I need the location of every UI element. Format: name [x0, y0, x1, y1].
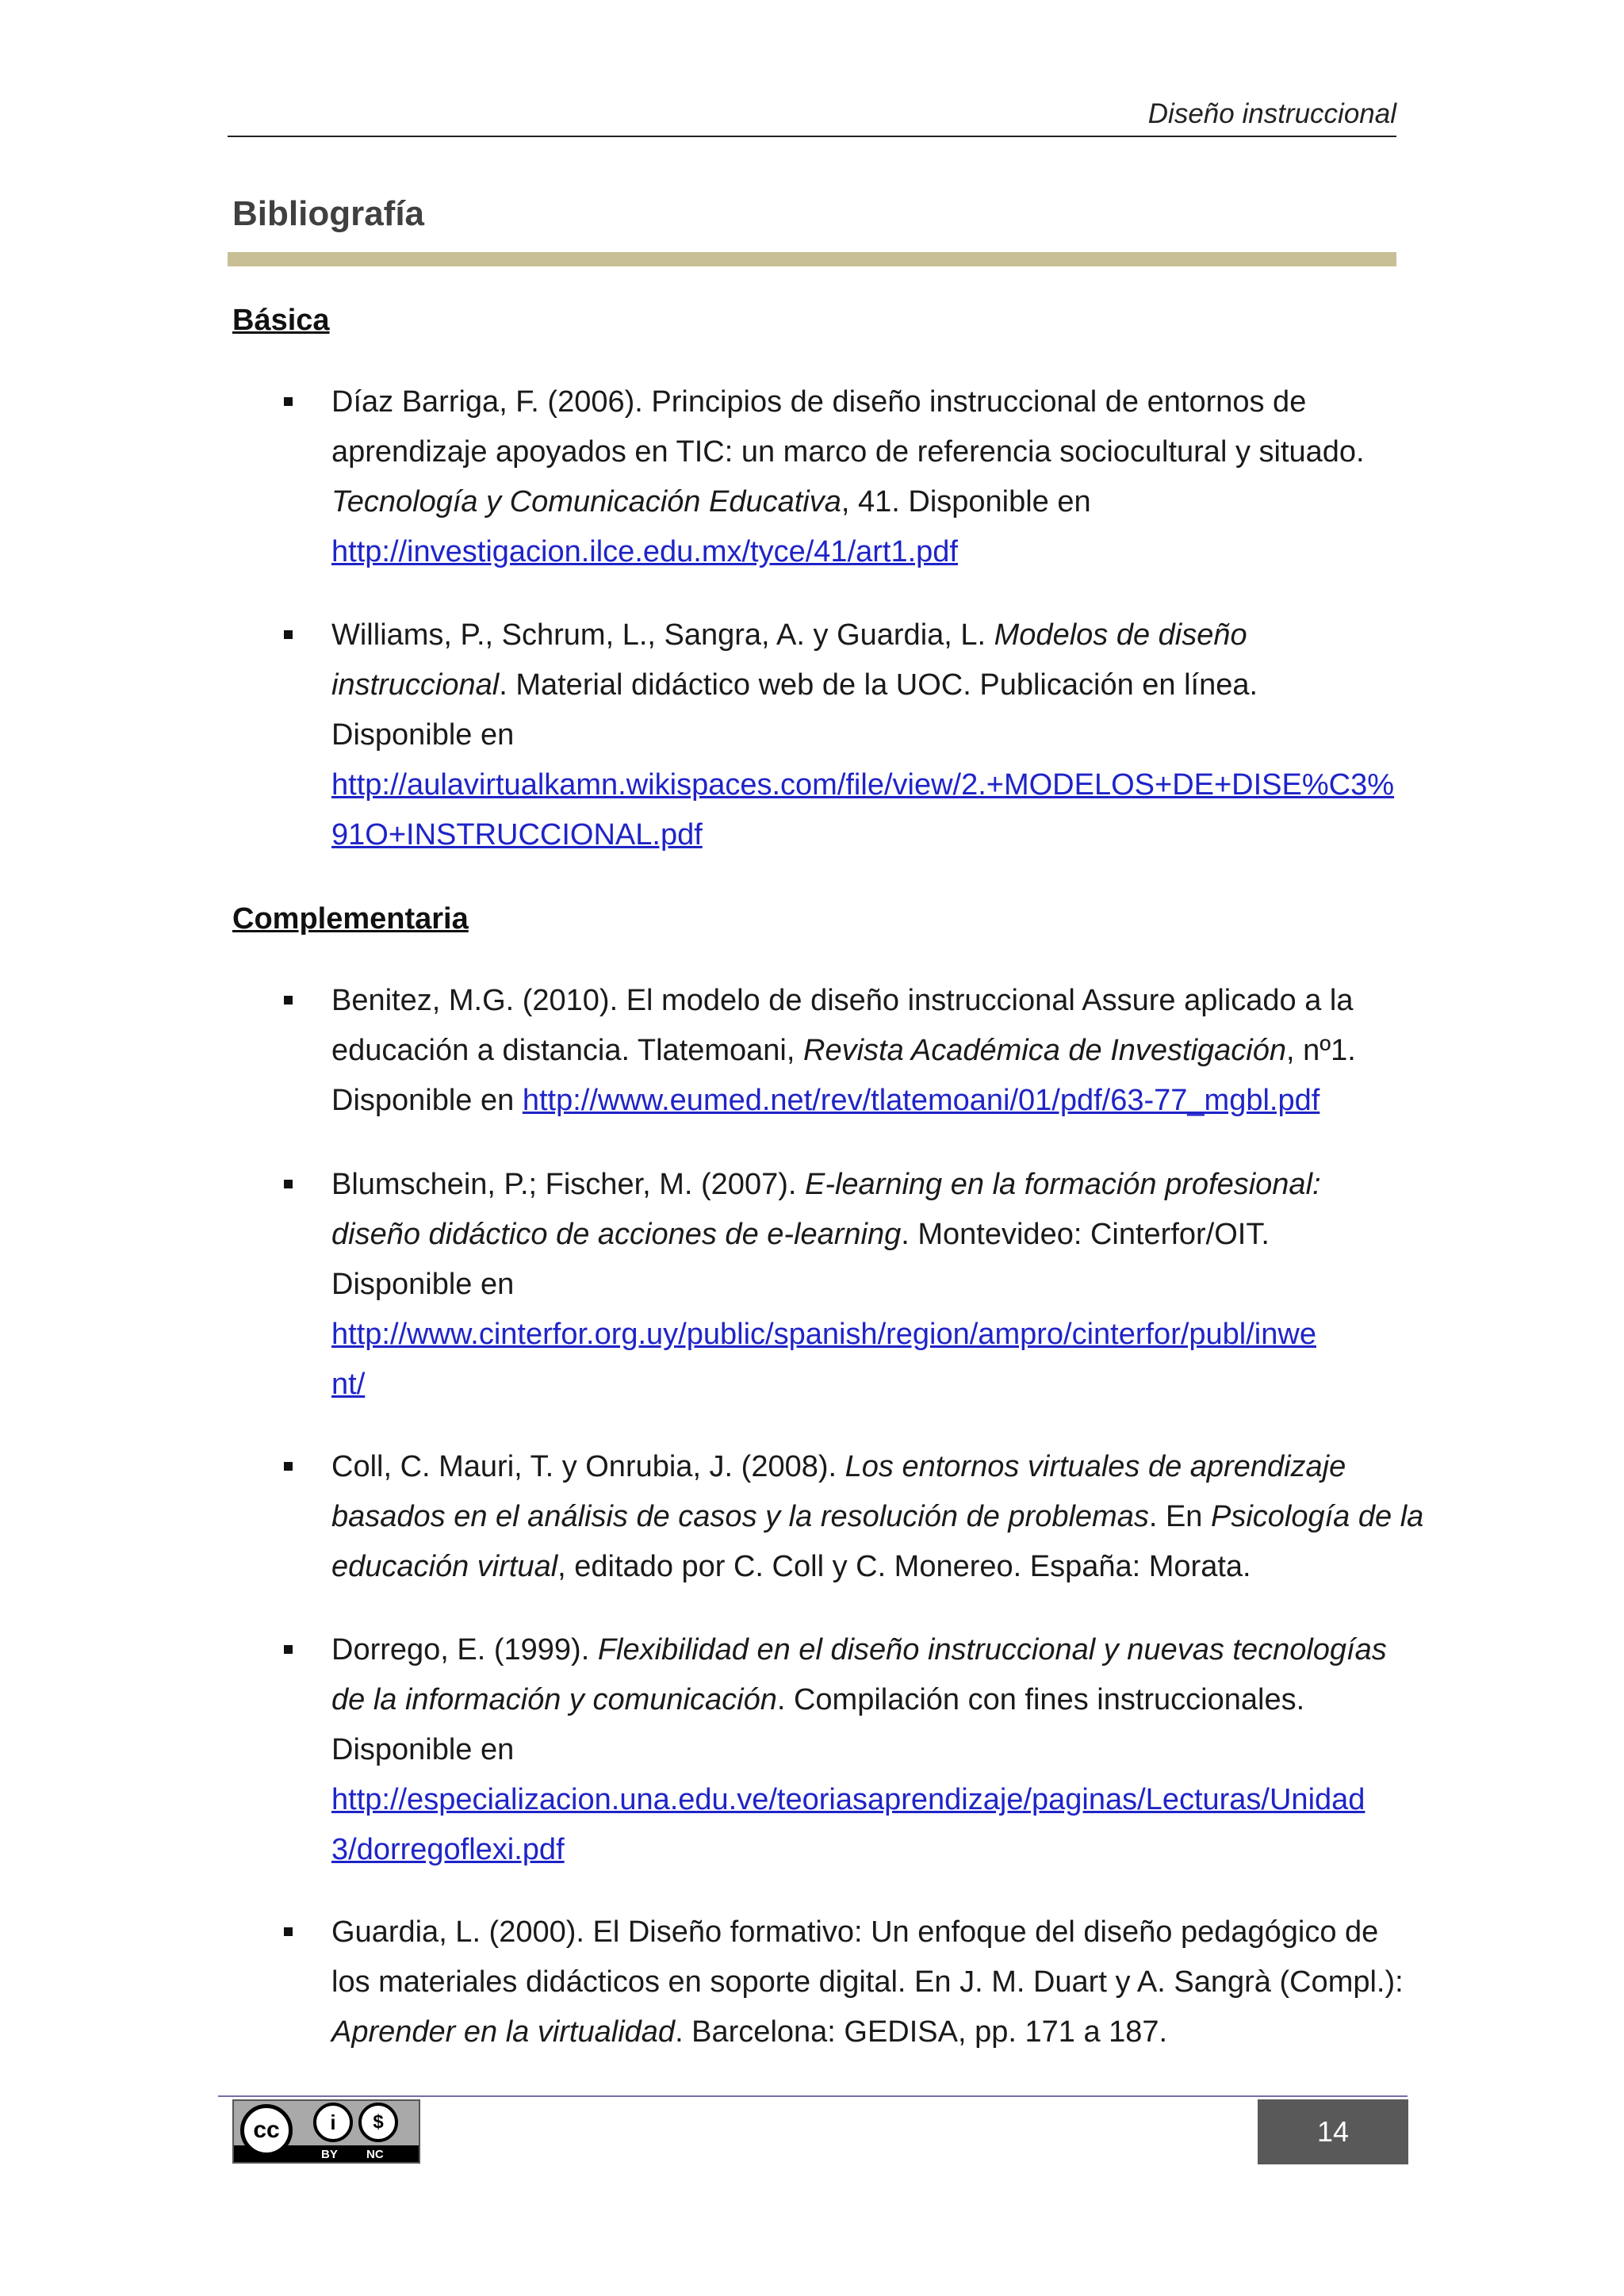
reference-text: [331, 1625, 1410, 1875]
reference-line: [331, 1076, 1410, 1126]
reference-fragment: , 41. Disponible en: [841, 485, 1091, 519]
reference-line: [331, 2007, 1410, 2057]
reference-line: [331, 1360, 1410, 1410]
reference-link[interactable]: http://investigacion.ilce.edu.mx/tyce/41/art1.pdf: [331, 535, 958, 568]
book-title: Psicología de la: [1210, 1500, 1424, 1533]
work-title: instruccional: [331, 668, 500, 702]
reference-text: [331, 1160, 1410, 1410]
reference-line: [331, 660, 1410, 710]
attribution-icon: i: [313, 2103, 353, 2142]
reference-fragment: , nº1.: [1286, 1034, 1356, 1067]
bullet-icon: [284, 630, 293, 639]
reference-line: Benitez, M.G. (2010). El modelo de diseño instruccional Assure aplicado a la: [331, 984, 1354, 1017]
reference-link[interactable]: http://aulavirtualkamn.wikispaces.com/file/view/2.+MODELOS+DE+DISE%C3%: [331, 768, 1395, 802]
book-title: educación virtual: [331, 1550, 558, 1583]
reference-line: [331, 610, 1410, 660]
cc-icon: cc: [240, 2104, 293, 2156]
reference-line: Disponible en: [331, 718, 515, 752]
reference-text: [331, 610, 1410, 860]
reference-line: [331, 1775, 1410, 1825]
cc-by-nc-icon: [232, 2099, 420, 2164]
reference-fragment: educación a distancia. Tlatemoani,: [331, 1034, 803, 1067]
work-title: diseño didáctico de acciones de e-learning: [331, 1218, 902, 1251]
header-divider: [228, 136, 1396, 137]
reference-text: [331, 377, 1410, 577]
footer-divider: [218, 2095, 1408, 2097]
work-title: Los entornos virtuales de aprendizaje: [845, 1450, 1346, 1483]
noncommercial-icon: $: [358, 2103, 398, 2142]
reference-line: Guardia, L. (2000). El Diseño formativo: Un enfoque del diseño pedagógico de: [331, 1915, 1379, 1949]
title-accent-bar: [228, 252, 1396, 266]
reference-fragment: Blumschein, P.; Fischer, M. (2007).: [331, 1168, 805, 1201]
reference-text: [331, 1908, 1410, 2057]
running-header-title: Diseño instruccional: [1147, 98, 1396, 129]
bullet-icon: [284, 1180, 293, 1188]
reference-line: [331, 527, 1410, 577]
reference-line: [331, 1026, 1410, 1076]
reference-line: [331, 1310, 1410, 1360]
reference-line: [331, 1210, 1410, 1260]
reference-link[interactable]: 91O+INSTRUCCIONAL.pdf: [331, 818, 703, 851]
subheading-complementaria: Complementaria: [232, 902, 469, 936]
reference-fragment: . Material didáctico web de la UOC. Publicación en línea.: [499, 668, 1258, 702]
reference-link[interactable]: http://www.eumed.net/rev/tlatemoani/01/pdf/63-77_mgbl.pdf: [522, 1084, 1320, 1117]
page-number: 14: [1258, 2099, 1408, 2164]
bullet-icon: [284, 1927, 293, 1936]
reference-link[interactable]: http://especializacion.una.edu.ve/teoriasaprendizaje/paginas/Lecturas/Unidad: [331, 1783, 1365, 1816]
reference-line: aprendizaje apoyados en TIC: un marco de referencia sociocultural y situado.: [331, 435, 1365, 469]
reference-text: [331, 976, 1410, 1126]
journal-title: Tecnología y Comunicación Educativa: [331, 485, 841, 519]
reference-text: [331, 1442, 1424, 1592]
work-title: Flexibilidad en el diseño instruccional y nuevas tecnologías: [597, 1633, 1387, 1667]
reference-fragment: . Barcelona: GEDISA, pp. 171 a 187.: [675, 2015, 1168, 2049]
reference-line: Disponible en: [331, 1733, 515, 1766]
reference-line: [331, 1625, 1410, 1675]
reference-line: [331, 477, 1410, 527]
reference-fragment: Coll, C. Mauri, T. y Onrubia, J. (2008).: [331, 1450, 845, 1483]
reference-fragment: Williams, P., Schrum, L., Sangra, A. y Guardia, L.: [331, 618, 994, 652]
reference-link[interactable]: nt/: [331, 1368, 366, 1401]
reference-line: [331, 1160, 1410, 1210]
reference-line: [331, 1675, 1410, 1725]
license-label-nc: NC: [366, 2148, 384, 2161]
reference-line: Díaz Barriga, F. (2006). Principios de diseño instruccional de entornos de: [331, 385, 1307, 419]
reference-link[interactable]: http://www.cinterfor.org.uy/public/spanish/region/ampro/cinterfor/publ/inwe: [331, 1318, 1316, 1351]
reference-link[interactable]: 3/dorregoflexi.pdf: [331, 1833, 565, 1866]
journal-title: Revista Académica de Investigación: [803, 1034, 1287, 1067]
reference-line: los materiales didácticos en soporte digital. En J. M. Duart y A. Sangrà (Compl.):: [331, 1965, 1404, 1999]
book-title: Aprender en la virtualidad: [331, 2015, 676, 2049]
work-title: E-learning en la formación profesional:: [804, 1168, 1321, 1201]
work-title: basados en el análisis de casos y la resolución de problemas: [331, 1500, 1149, 1533]
work-title: de la información y comunicación: [331, 1683, 777, 1716]
work-title: Modelos de diseño: [994, 618, 1247, 652]
reference-line: [331, 760, 1410, 810]
reference-line: [331, 1542, 1410, 1592]
license-label-by: BY: [321, 2148, 338, 2161]
reference-line: [331, 810, 1410, 860]
reference-fragment: Dorrego, E. (1999).: [331, 1633, 598, 1667]
bullet-icon: [284, 1462, 293, 1471]
reference-line: [331, 1442, 1410, 1492]
reference-line: [331, 1825, 1410, 1875]
reference-fragment: . Compilación con fines instruccionales.: [776, 1683, 1305, 1716]
bullet-icon: [284, 996, 293, 1004]
bullet-icon: [284, 1645, 293, 1654]
reference-line: Disponible en: [331, 1268, 515, 1301]
section-title: Bibliografía: [232, 194, 425, 233]
bullet-icon: [284, 397, 293, 406]
reference-fragment: . Montevideo: Cinterfor/OIT.: [901, 1218, 1270, 1251]
subheading-basica: Básica: [232, 304, 330, 337]
reference-fragment: , editado por C. Coll y C. Monereo. España: Morata.: [557, 1550, 1251, 1583]
reference-fragment: Disponible en: [331, 1084, 523, 1117]
reference-line: [331, 1492, 1424, 1542]
reference-fragment: . En: [1148, 1500, 1211, 1533]
